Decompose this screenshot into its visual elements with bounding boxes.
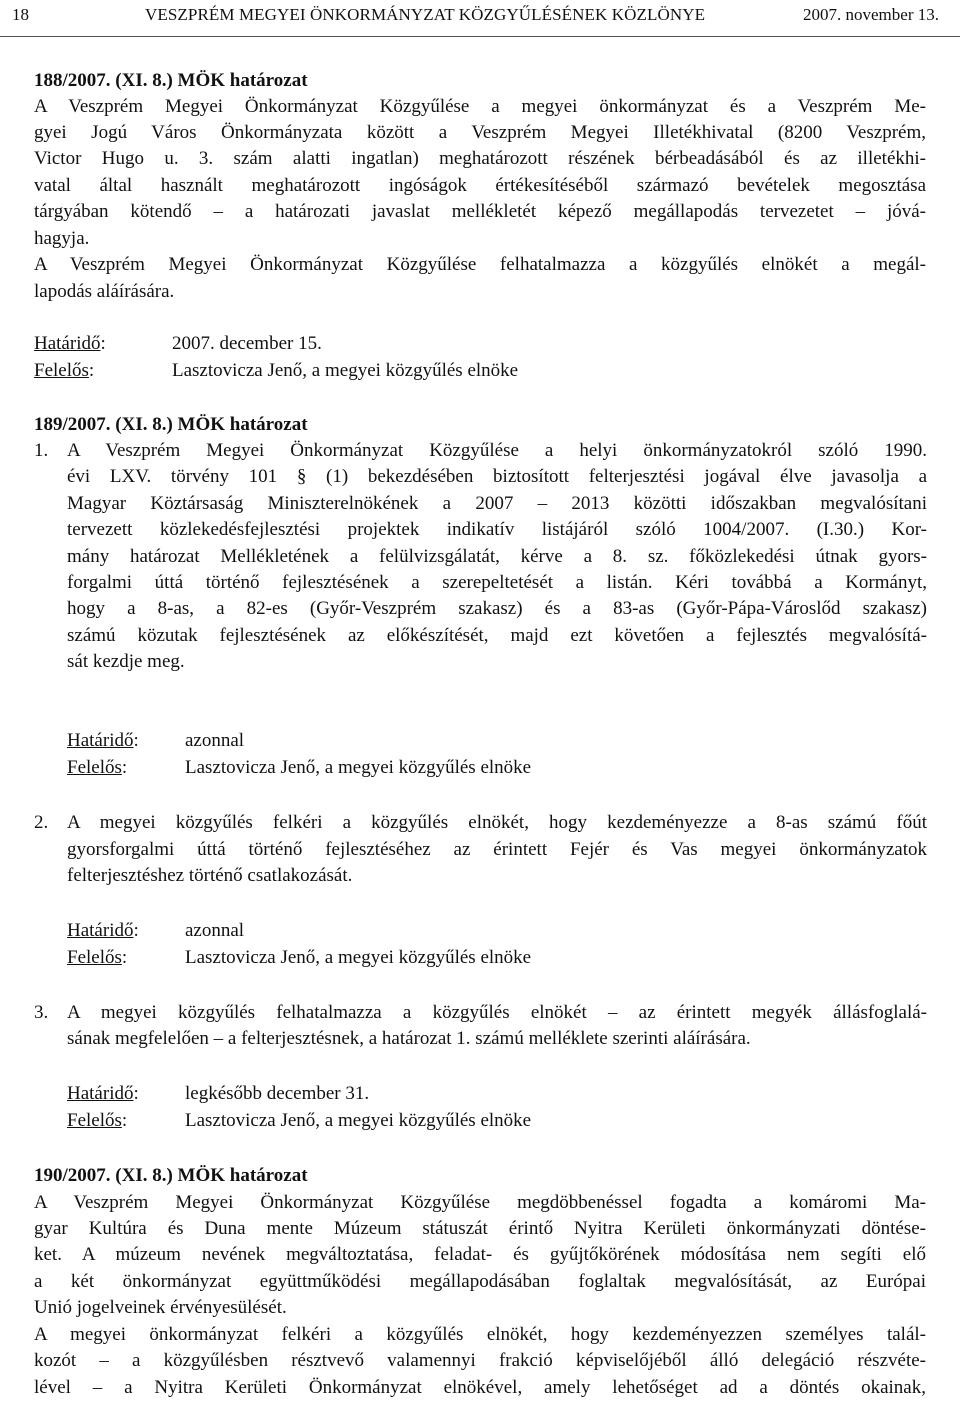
paragraph-line: felterjesztéshez történő csatlakozását. bbox=[67, 865, 353, 886]
responsible-label: Felelős bbox=[67, 757, 122, 778]
paragraph-line: Victor Hugo u. 3. szám alatti ingatlan) meghatározott részének bérbeadásából és az illetékhi- bbox=[34, 148, 926, 169]
deadline-value: legkésőbb december 31. bbox=[185, 1083, 370, 1104]
deadline-label: Határidő bbox=[67, 1083, 134, 1104]
deadline-label: Határidő bbox=[67, 920, 134, 941]
resolution-189-heading: 189/2007. (XI. 8.) MÖK határozat bbox=[34, 414, 308, 435]
paragraph-line: Magyar Köztársaság Miniszterelnökének a 2007 – 2013 közötti időszakban megvalósítani bbox=[67, 493, 927, 514]
deadline-label: Határidő bbox=[34, 333, 101, 354]
deadline-row: Határidő: azonnal bbox=[67, 920, 245, 941]
deadline-row: Határidő: azonnal bbox=[67, 730, 245, 751]
resolution-188-heading: 188/2007. (XI. 8.) MÖK határozat bbox=[34, 70, 308, 91]
paragraph-line: sának megfelelően – a felterjesztésnek, a határozat 1. számú melléklete szerinti aláírására. bbox=[67, 1028, 751, 1049]
item-number: 2. bbox=[34, 812, 49, 833]
paragraph-line: mány határozat Mellékletének a felülvizsgálatát, kérve a 8. sz. főközlekedési útnak gyors- bbox=[67, 546, 927, 567]
paragraph-line: kozót – a közgyűlésben résztvevő valamennyi frakció képviselőjéből álló delegáció részvéte- bbox=[34, 1350, 926, 1371]
responsible-label: Felelős bbox=[67, 1110, 122, 1131]
paragraph-line: A Veszprém Megyei Önkormányzat Közgyűlése megdöbbenéssel fogadta a komáromi Ma- bbox=[34, 1192, 926, 1213]
responsible-label: Felelős bbox=[67, 947, 122, 968]
paragraph-line: hogy a 8-as, a 82-es (Győr-Veszprém szakasz) és a 83-as (Győr-Pápa-Városlőd szakasz) bbox=[67, 598, 927, 619]
responsible-row: Felelős: Lasztovicza Jenő, a megyei közgyűlés elnöke bbox=[34, 360, 519, 381]
paragraph-line: ket. A múzeum nevének megváltoztatása, feladat- és gyűjtőkörének módosítása nem segíti elő bbox=[34, 1244, 926, 1265]
responsible-value: Lasztovicza Jenő, a megyei közgyűlés elnöke bbox=[172, 360, 519, 381]
paragraph-line: lével – a Nyitra Kerületi Önkormányzat elnökével, amely lehetőséget ad a döntés okainak, bbox=[34, 1377, 926, 1398]
paragraph-line: A megyei közgyűlés felhatalmazza a közgyűlés elnökét – az érintett megyék állásfoglalá- bbox=[67, 1002, 927, 1023]
paragraph-line: A Veszprém Megyei Önkormányzat Közgyűlése a megyei önkormányzat és a Veszprém Me- bbox=[34, 96, 926, 117]
responsible-row: Felelős: Lasztovicza Jenő, a megyei közgyűlés elnöke bbox=[67, 947, 532, 968]
deadline-value: azonnal bbox=[185, 920, 245, 941]
publication-title: VESZPRÉM MEGYEI ÖNKORMÁNYZAT KÖZGYŰLÉSÉNEK KÖZLÖNYE bbox=[145, 5, 706, 24]
paragraph-line: lapodás aláírására. bbox=[34, 281, 175, 302]
responsible-value: Lasztovicza Jenő, a megyei közgyűlés elnöke bbox=[185, 1110, 532, 1131]
paragraph-line: sát kezdje meg. bbox=[67, 651, 185, 672]
paragraph-line: tervezett közlekedésfejlesztési projektek indikatív listájáról szóló 1004/2007. (I.30.) Kor- bbox=[67, 519, 927, 540]
paragraph-line: A megyei önkormányzat felkéri a közgyűlés elnökét, hogy kezdeményezzen személyes talál- bbox=[34, 1324, 926, 1345]
paragraph-line: A Veszprém Megyei Önkormányzat Közgyűlése a helyi önkormányzatokról szóló 1990. bbox=[67, 440, 927, 461]
deadline-row: Határidő: legkésőbb december 31. bbox=[67, 1083, 370, 1104]
paragraph-line: vatal által használt meghatározott ingóságok értékesítéséből származó bevételek megosztása bbox=[34, 175, 926, 196]
responsible-row: Felelős: Lasztovicza Jenő, a megyei közgyűlés elnöke bbox=[67, 757, 532, 778]
deadline-value: 2007. december 15. bbox=[172, 333, 322, 354]
paragraph-line: Unió jogelveinek érvényesülését. bbox=[34, 1297, 287, 1318]
paragraph-line: forgalmi úttá történő fejlesztésének a szerepeltetését a listán. Kéri továbbá a Kormányt, bbox=[67, 572, 927, 593]
paragraph-line: a két önkormányzat együttműködési megállapodásában foglaltak megvalósítását, az Európai bbox=[34, 1271, 926, 1292]
responsible-value: Lasztovicza Jenő, a megyei közgyűlés elnöke bbox=[185, 947, 532, 968]
paragraph-line: tárgyában kötendő – a határozati javaslat mellékletét képező megállapodás tervezetet – jóvá- bbox=[34, 201, 926, 222]
issue-date: 2007. november 13. bbox=[803, 5, 939, 24]
paragraph-line: gyorsforgalmi úttá történő fejlesztéséhez az érintett Fejér és Vas megyei önkormányzatok bbox=[67, 839, 927, 860]
item-number: 3. bbox=[34, 1002, 49, 1023]
paragraph-line: A Veszprém Megyei Önkormányzat Közgyűlése felhatalmazza a közgyűlés elnökét a megál- bbox=[34, 254, 926, 275]
item-number: 1. bbox=[34, 440, 49, 461]
responsible-label: Felelős bbox=[34, 360, 89, 381]
responsible-value: Lasztovicza Jenő, a megyei közgyűlés elnöke bbox=[185, 757, 532, 778]
paragraph-line: évi LXV. törvény 101 § (1) bekezdésében biztosított felterjesztési jogával élve javasolja a bbox=[67, 466, 927, 487]
deadline-value: azonnal bbox=[185, 730, 245, 751]
resolution-190-heading: 190/2007. (XI. 8.) MÖK határozat bbox=[34, 1165, 308, 1186]
responsible-row: Felelős: Lasztovicza Jenő, a megyei közgyűlés elnöke bbox=[67, 1110, 532, 1131]
page-number: 18 bbox=[12, 5, 29, 24]
paragraph-line: hagyja. bbox=[34, 228, 90, 249]
paragraph-line: A megyei közgyűlés felkéri a közgyűlés elnökét, hogy kezdeményezze a 8-as számú főút bbox=[67, 812, 927, 833]
deadline-row: Határidő: 2007. december 15. bbox=[34, 333, 322, 354]
deadline-label: Határidő bbox=[67, 730, 134, 751]
page-header bbox=[0, 0, 960, 37]
paragraph-line: számú közutak fejlesztésének az előkészítését, majd ezt követően a fejlesztés megvalósítá- bbox=[67, 625, 927, 646]
paragraph-line: gyei Jogú Város Önkormányzata között a Veszprém Megyei Illetékhivatal (8200 Veszprém, bbox=[34, 122, 926, 143]
paragraph-line: gyar Kultúra és Duna mente Múzeum státuszát érintő Nyitra Kerületi önkormányzati döntése- bbox=[34, 1218, 926, 1239]
